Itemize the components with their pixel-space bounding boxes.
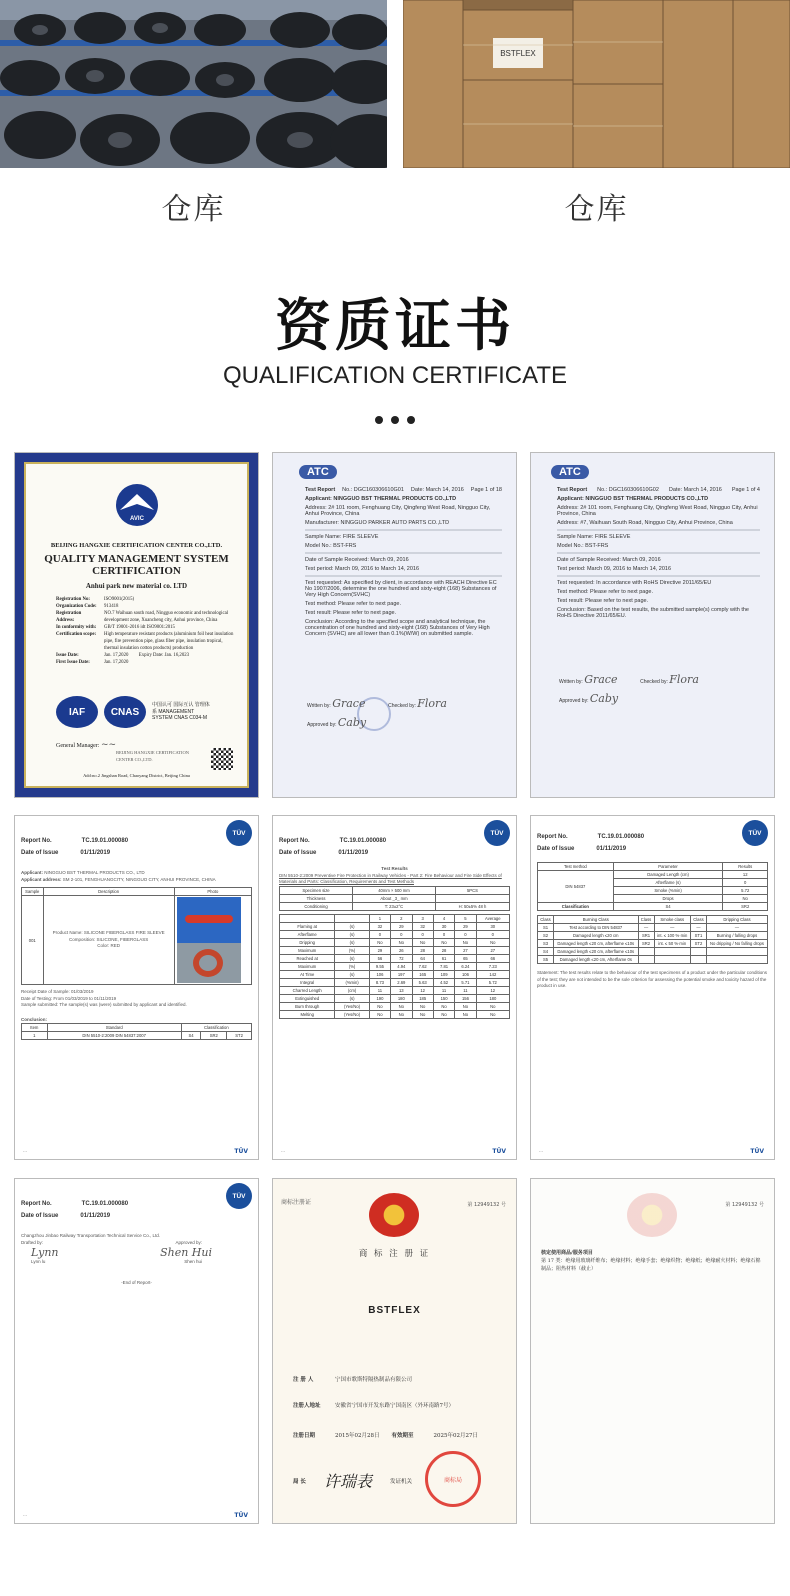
divider <box>305 529 502 531</box>
atc-logo-icon: ATC <box>551 465 589 479</box>
warehouse-boxes-image <box>403 0 790 168</box>
tuv-report-page4-card[interactable] <box>14 1178 259 1524</box>
tuv-report-page3: Report No. TC.19.01.000080 Date of Issue 01/11/2019 Test method Parameter Results DIN 54837 Damaged Length (cm) 12 Afterflame (s) 0 Smoke (%min) 5.72 Drops No Classification S4 SR2 Class Burning Class Class Smoke class Class Dripping Class S1 Test according to DIN 54837 — — — — S2 Damaged length ≤20 cm SR1 int. ≤ 100 %·min ST1 Burning / falling drops S3 Damaged length ≤20 cm, afterflame ≤10s SR2 int. ≤ 50 %·min ST2 No dripping / No falling drops S4 Damaged length ≤20 cm, afterflame ≤10s S5 Damaged length ≤20 cm, Afterflame 0s Statement: The test results relate to the behaviour of the test specimens of a product under the particular conditions of the test; they are not intended to be the sole criterion for assessing the potential smoke and toxicity hazard of the product in use. <box>537 834 768 988</box>
issuer: BEIJING HANGXIE CERTIFICATION CENTER CO.,LTD. <box>116 750 189 762</box>
warehouse-caption-right: 仓库 <box>564 192 629 227</box>
trademark-number: 第 12949132 号 <box>467 1202 506 1208</box>
cert-title-line1: QUALITY MANAGEMENT SYSTEM <box>44 553 229 565</box>
address-2: Address: #7, Waihuan South Road, Ningguo City, Anhui Province, China <box>557 520 733 526</box>
accreditation-badges <box>56 696 212 728</box>
checked-by-label: Checked by: <box>640 679 668 685</box>
report-number: No.: DGC160306610G02 <box>597 487 659 493</box>
signature-row <box>307 697 447 732</box>
cert-field: Issue Date: Jan. 17,2020 Expiry Date: Jan. 16,2023 <box>56 653 190 658</box>
cert-field: First Issue Date: Jan. 17,2020 <box>56 660 129 665</box>
standard: DIN 5510-2:2009 DIN 54837:2007 <box>47 1032 181 1040</box>
national-emblem-icon <box>369 1193 419 1237</box>
atc-reach-report-card[interactable] <box>272 452 517 798</box>
warehouse-photo-right <box>403 0 790 168</box>
conclusion-label: Conclusion: <box>21 1016 47 1022</box>
atc-logo-icon: ATC <box>299 465 337 479</box>
sleeve-loop-photo <box>177 943 241 983</box>
trademark-goods-body <box>541 1249 764 1273</box>
signature-caby: Caby <box>589 692 619 705</box>
table-row: Charred Length (cm) 11 13 12 11 11 12 <box>280 986 510 994</box>
tuv-report-page1-card[interactable] <box>14 815 259 1160</box>
report-date: Date: March 14, 2016 <box>668 487 722 493</box>
table-row: Reached at (s) 56 72 64 61 65 66 <box>280 954 510 962</box>
report-title: Test Report <box>305 487 336 493</box>
written-by-label: Written by: <box>559 679 583 685</box>
signature-shen: Shen Hui <box>160 1246 212 1259</box>
table-row: Maximum (%) 29 26 28 28 27 27 <box>280 946 510 954</box>
warehouse-coils-image <box>0 0 387 168</box>
tuv-logo-icon: TÜV <box>742 820 768 846</box>
svg-text:AVIC: AVIC <box>130 516 144 522</box>
section-title: 资质证书 <box>275 294 515 359</box>
sleeve-photo <box>177 897 241 943</box>
test-method: Test method: Please refer to next page. <box>557 589 654 595</box>
written-by-label: Written by: <box>307 703 331 709</box>
report-number: No.: DGC160306610G01 <box>342 487 404 493</box>
applicant: Applicant: NINGGUO BST THERMAL PRODUCTS CO.,LTD <box>305 496 457 502</box>
composition: Composition: SILICONE, FIBERGLASS <box>68 936 149 942</box>
manager-label: General Manager: <box>56 743 100 749</box>
date-received: Date of Sample Received: March 09, 2016 <box>305 557 409 563</box>
cert-field-list <box>56 596 235 666</box>
warehouse-photo-left <box>0 0 387 168</box>
cert-expiry: Expiry Date: Jan. 16,2023 <box>138 653 190 658</box>
manufacturer: Manufacturer: NINGGUO PARKER AUTO PARTS CO.,LTD <box>305 520 450 526</box>
date-field: 注册日期 2015年02月28日 有效期至 2025年02月27日 <box>293 1433 478 1439</box>
cert-field: Certification scope: High temperature resistant products (aluminium foil heat insulation pipe, fire prevention pipe, glass fiber pipe, insulation tropical, thermal insulation cotton products) production <box>56 632 234 651</box>
signature-grace: Grace <box>584 673 618 686</box>
divider <box>557 529 760 531</box>
signature-lynn: Lynn <box>31 1246 59 1259</box>
tuv-logo-icon: TÜV <box>484 820 510 846</box>
warehouse-caption-left: 仓库 <box>161 192 226 227</box>
atc-reach-report <box>279 459 510 791</box>
section-subtitle: QUALIFICATION CERTIFICATE <box>222 362 568 389</box>
tuv-footer: … TÜV <box>23 1512 248 1519</box>
tuv-company: Changzhou Jinbao Railway Transportation Technical Service Co., Ltd. <box>21 1233 160 1238</box>
product-name: Product Name: SILICONE FIBERGLASS FIRE SLEEVE <box>52 930 165 936</box>
issue-date: 01/11/2019 <box>80 850 111 856</box>
address: Address: 2# 101 room, Fenghuang City, Qingfeng West Road, Ningguo City, Anhui Province, China <box>305 505 491 517</box>
sample-submitted: Sample submitted: The sample(s) was (were) submitted by applicant and identified. <box>21 1002 187 1007</box>
signature-flora: Flora <box>417 697 447 710</box>
specimen-table: Specimen size 40mm × 500 mm 5PCS Thickness About _3_ mm Conditioning T: 23±2°C H: 50±5% 48 h <box>279 886 510 911</box>
tuv-report-page2-card[interactable] <box>272 815 517 1160</box>
cert-field: Organization Code: 913418 <box>56 604 119 609</box>
test-period: Test period: March 09, 2016 to March 14, 2016 <box>305 566 420 572</box>
registrant-field: 注 册 人 宁国市歌斯特隔热制品有限公司 <box>293 1377 413 1383</box>
report-page: Page 1 of 4 <box>731 487 760 493</box>
test-period: Test period: March 09, 2016 to March 14, 2016 <box>557 566 672 572</box>
approver-name: Shen hui <box>184 1259 202 1264</box>
goods-list: 第 17 类：绝缘用玻璃纤维布；绝缘材料；绝缘手套；绝缘织物；绝缘纸；绝缘耐火材料；绝缘石棉制品；阻热材料（截止） <box>541 1258 761 1272</box>
drafter-name: Lynn lu <box>31 1259 46 1264</box>
applicant: Applicant: NINGGUO BST THERMAL PRODUCTS CO.,LTD <box>557 496 709 502</box>
cnas-badge-icon: CNAS <box>104 696 146 728</box>
cert-company: Anhui park new material co. LTD <box>85 582 188 590</box>
issuer-label: 发证机关 <box>389 1478 412 1485</box>
signature-flora: Flora <box>669 673 699 686</box>
section-divider-dots <box>0 416 790 424</box>
report-no: TC.19.01.000080 <box>81 838 129 844</box>
approved-by-label: Approved by: <box>307 722 337 728</box>
dot <box>391 416 399 424</box>
report-page: Page 1 of 18 <box>470 487 502 493</box>
applicant-address: Applicant address: SM 2-101, FENGHUANGCITY, NINGGUO CITY, ANHUI PROVINCE, CHINA <box>21 876 216 882</box>
report-header <box>537 487 768 493</box>
table-row: Flaming at (s) 32 29 32 30 29 30 <box>280 922 510 930</box>
conclusion: Conclusion: According to the specified scope and analytical technique, the concentration of one hundred and sixty-eight (168) Substances of Very High Concern (SVHC) are all lower than 0.1%(W/W) on submitted sample. <box>305 619 490 637</box>
date-label: Date of Issue <box>21 850 59 856</box>
table-row: Burn through (Yes/No) No No No No No No <box>280 1002 510 1010</box>
tuv-footer: … TÜV <box>539 1148 764 1155</box>
general-manager-signature: General Manager: ~~ BEIJING HANGXIE CERTIFICATION CENTER CO.,LTD. <box>56 740 206 763</box>
dot <box>375 416 383 424</box>
end-of-report: -End of Report- <box>121 1279 152 1285</box>
model-no: Model No.: BST-FRS <box>305 543 357 549</box>
approved-by-label: Approved by: <box>559 698 589 704</box>
director-sig: 许瑞表 <box>323 1472 372 1491</box>
test-results-title: Test Results <box>381 866 408 871</box>
divider <box>557 575 760 577</box>
faint-emblem-icon <box>627 1193 677 1237</box>
table-row: Afterflame (s) 0 0 0 0 0 0 <box>280 930 510 938</box>
trademark-certificate-card[interactable] <box>272 1178 517 1524</box>
tuv-logo-icon: TÜV <box>226 820 252 846</box>
trademark-brand: BSTFLEX <box>368 1305 421 1316</box>
report-body <box>537 496 768 619</box>
receipt-date: Receipt Date of Sample: 01/03/2019 <box>21 989 94 994</box>
applicant: Applicant: NINGGUO BST THERMAL PRODUCTS CO., LTD <box>21 870 145 875</box>
address: Address: 2# 101 room, Fenghuang City, Qingfeng West Road, Ningguo City, Anhui Province, China <box>557 505 758 517</box>
atc-rohs-report <box>537 459 768 791</box>
din-title: DIN 5510-2:2009 Preventive Fire Protection in Railway Vehicles - Part 2: Fire Behaviour and Fire Side Effects of Materials and Parts: Classification, Requirements and Test Methods <box>279 872 502 884</box>
trademark-title: 商 标 注 册 证 <box>358 1249 431 1259</box>
model-no: Model No.: BST-FRS <box>557 543 609 549</box>
tuv-report-page3-card[interactable] <box>530 815 775 1160</box>
classification-table: Test method Parameter Results DIN 54837 Damaged Length (cm) 12 Afterflame (s) 0 Smoke (%min) 5.72 Drops No Classification S4 SR2 <box>537 862 768 911</box>
report-title: Test Report <box>557 487 588 493</box>
table-row: Melting (Yes/No) No No No No No No <box>280 1010 510 1018</box>
checked-by-label: Checked by: <box>388 703 416 709</box>
cert-title <box>26 553 247 577</box>
test-result: Test result: Please refer to next page. <box>557 598 649 604</box>
conclusion-table: Item Standard Classification 1 DIN 5510-2:2009 DIN 54837:2007 S4 SR2 ST2 <box>21 1023 252 1040</box>
color: Color: RED <box>97 943 120 949</box>
approved-by-label: Approved by: <box>175 1239 202 1245</box>
drafted-by-label: Drafted by: <box>21 1239 44 1245</box>
cert-field: Registration No: ISO9001(2015) <box>56 597 135 602</box>
trademark-office-stamp-icon: 商标局 <box>425 1451 481 1507</box>
tuv-report-page1 <box>21 838 252 1153</box>
signature-grace: Grace <box>332 697 366 710</box>
report-no-label: Report No. <box>21 838 52 844</box>
report-header <box>279 487 510 493</box>
report-body <box>279 496 510 637</box>
table-row: At Time (s) 106 197 165 109 106 142 <box>280 970 510 978</box>
director-signature: 局 长 许瑞表 发证机关 <box>293 1469 412 1492</box>
divider <box>305 552 502 554</box>
sample-table: Sample Description Photo 001 Product Name: SILICONE FIBERGLASS FIRE SLEEVE Composition: SILICONE, FIBERGLASS Color: RED <box>21 887 252 985</box>
cnas-text: 中国认可 国际互认 管理体系 MANAGEMENT SYSTEM CNAS C034-M <box>152 702 210 722</box>
iaf-badge-icon: IAF <box>56 696 98 728</box>
iso-certificate-card[interactable] <box>14 452 259 798</box>
trademark-number: 第 12949132 号 <box>725 1202 764 1208</box>
cert-field: Registration Address: NO.7 Waihuan south road, Ningguo economic and technological development zone, Xuancheng city, Anhui province, China <box>56 611 229 623</box>
signature-row <box>559 673 699 708</box>
divider <box>557 552 760 554</box>
signature-caby: Caby <box>337 716 367 729</box>
requirements-table: Class Burning Class Class Smoke class Class Dripping Class S1 Test according to DIN 54837 — — — — S2 Damaged length ≤20 cm SR1 int. ≤ 100 %·min ST1 Burning / falling drops S3 Damaged length ≤20 cm, afterflame ≤10s SR2 int. ≤ 50 %·min ST2 No dripping / No falling drops S4 Damaged length ≤20 cm, afterflame ≤10s S5 Damaged length ≤20 cm, Afterflame 0s <box>537 915 768 964</box>
date-received: Date of Sample Received: March 09, 2016 <box>557 557 661 563</box>
address-field: 注册人地址 安徽省宁国市开发东路宁国南区（外环南路7号） <box>293 1403 455 1409</box>
dot <box>407 416 415 424</box>
tuv-footer: … TÜV <box>281 1148 506 1155</box>
test-requested: Test requested: In accordance with RoHS Directive 2011/65/EU <box>557 580 712 586</box>
atc-rohs-report-card[interactable] <box>530 452 775 798</box>
cert-center-name: BEIJING HANGXIE CERTIFICATION CENTER CO.,LTD. <box>50 542 223 549</box>
results-table: 1 2 3 4 5 Average Flaming at (s) 32 29 32 30 29 30 Afterflame (s) 0 0 0 0 0 0 Dripping (s) No No No No No No Maximum (%) 29 26 28 28 27 27 Reached at (s) 56 72 64 61 65 66 Maximum (%) 9.55 4.94 7.62 7.81 6.24 7.23 At Time (s) 106 197 165 109 106 142 Integral (%min) 8.73 2.69 5.63 4.52 5.71 5.72 Charred Length (cm) 11 13 12 11 11 12 Extinguished (s) 190 180 185 150 156 180 Burn through (Yes/No) No No No No No No Melting (Yes/No) No No No No No No <box>279 914 510 1019</box>
conclusion: Conclusion: Based on the test results, the submitted sample(s) comply with the RoHS Directive 2011/65/EU. <box>557 607 749 619</box>
tuv-footer: … TÜV <box>23 1148 248 1155</box>
tuv-logo-icon: TÜV <box>226 1183 252 1209</box>
goods-title: 核定使用商品/服务项目 <box>541 1250 593 1256</box>
test-method: Test method: Please refer to next page. <box>305 601 402 607</box>
iso-certificate-frame <box>24 462 249 788</box>
sample-name: Sample Name: FIRE SLEEVE <box>557 534 631 540</box>
divider <box>305 575 502 577</box>
box-label: BSTFLEX <box>500 49 536 58</box>
sample-name: Sample Name: FIRE SLEEVE <box>305 534 379 540</box>
statement: Statement: The test results relate to the behaviour of the test specimens of a product under the particular conditions of the test; they are not intended to be the sole criterion for assessing the potential smoke and toxicity hazard of the product in use. <box>537 970 768 988</box>
table-row: Dripping (s) No No No No No No <box>280 938 510 946</box>
cert-title-line2: CERTIFICATION <box>92 565 181 577</box>
trademark-goods-card[interactable] <box>530 1178 775 1524</box>
trademark-header: 商标注册证 <box>281 1199 312 1206</box>
qr-code-icon <box>211 748 233 770</box>
table-row: Integral (%min) 8.73 2.69 5.63 4.52 5.71 5.72 <box>280 978 510 986</box>
table-row: Extinguished (s) 190 180 185 150 156 180 <box>280 994 510 1002</box>
report-date: Date: March 14, 2016 <box>410 487 464 493</box>
test-result: Test result: Please refer to next page. <box>305 610 397 616</box>
tuv-report-page2: Report No. TC.19.01.000080 Date of Issue 01/11/2019 Test Results DIN 5510-2:2009 Preventive Fire Protection in Railway Vehicles - Part 2: Fire Behaviour and Fire Side Effects of Materials and Parts: Classification, Requirements and Test Methods Specimen size 40mm × 500 mm 5PCS Thickness About _3_ mm Conditioning T: 23±2°C H: 50±5% 48 h 1 2 3 4 5 Average Flaming at (s) 32 29 32 30 29 30 Afterflame (s) 0 0 0 0 0 0 Dripping (s) No No No No No No Maximum (%) 29 26 28 28 27 27 Reached at (s) 56 72 64 61 65 66 Maximum (%) 9.55 4.94 7.62 7.81 6.24 7.23 At Time (s) 106 197 165 109 106 142 Integral (%min) 8.73 2.69 5.63 4.52 5.71 5.72 Charred Length (cm) 11 13 12 11 11 12 Extinguished (s) 190 180 185 150 156 180 Burn through (Yes/No) No No No No No No Melting (Yes/No) No No No No No No <box>279 838 510 1153</box>
cert-field: In conformity with: GB/T 19001-2016 idt ISO9001:2015 <box>56 625 175 630</box>
testing-date: Date of Testing: From 01/03/2019 to 01/11/2019 <box>21 995 117 1001</box>
avic-logo-icon <box>114 482 160 528</box>
cert-address: Add:no.2 Jingshan Road, Chaoyang District, Beijing China <box>83 773 190 778</box>
table-row: Maximum (%) 9.55 4.94 7.62 7.81 6.24 7.23 <box>280 962 510 970</box>
tuv-report-page4: Report No. TC.19.01.000080 Date of Issue 01/11/2019 Changzhou Jinbao Railway Transportation Technical Service Co., Ltd. Drafted by: Approved by: Lynn Shen Hui Lynn lu Shen hui -End of Report- <box>21 1201 252 1517</box>
test-requested: Test requested: As specified by client, in accordance with REACH Directive EC No 1907/2006, determine the one hundred and sixty-eight (168) Substances of Very High Concern(SVHC) <box>305 580 497 598</box>
